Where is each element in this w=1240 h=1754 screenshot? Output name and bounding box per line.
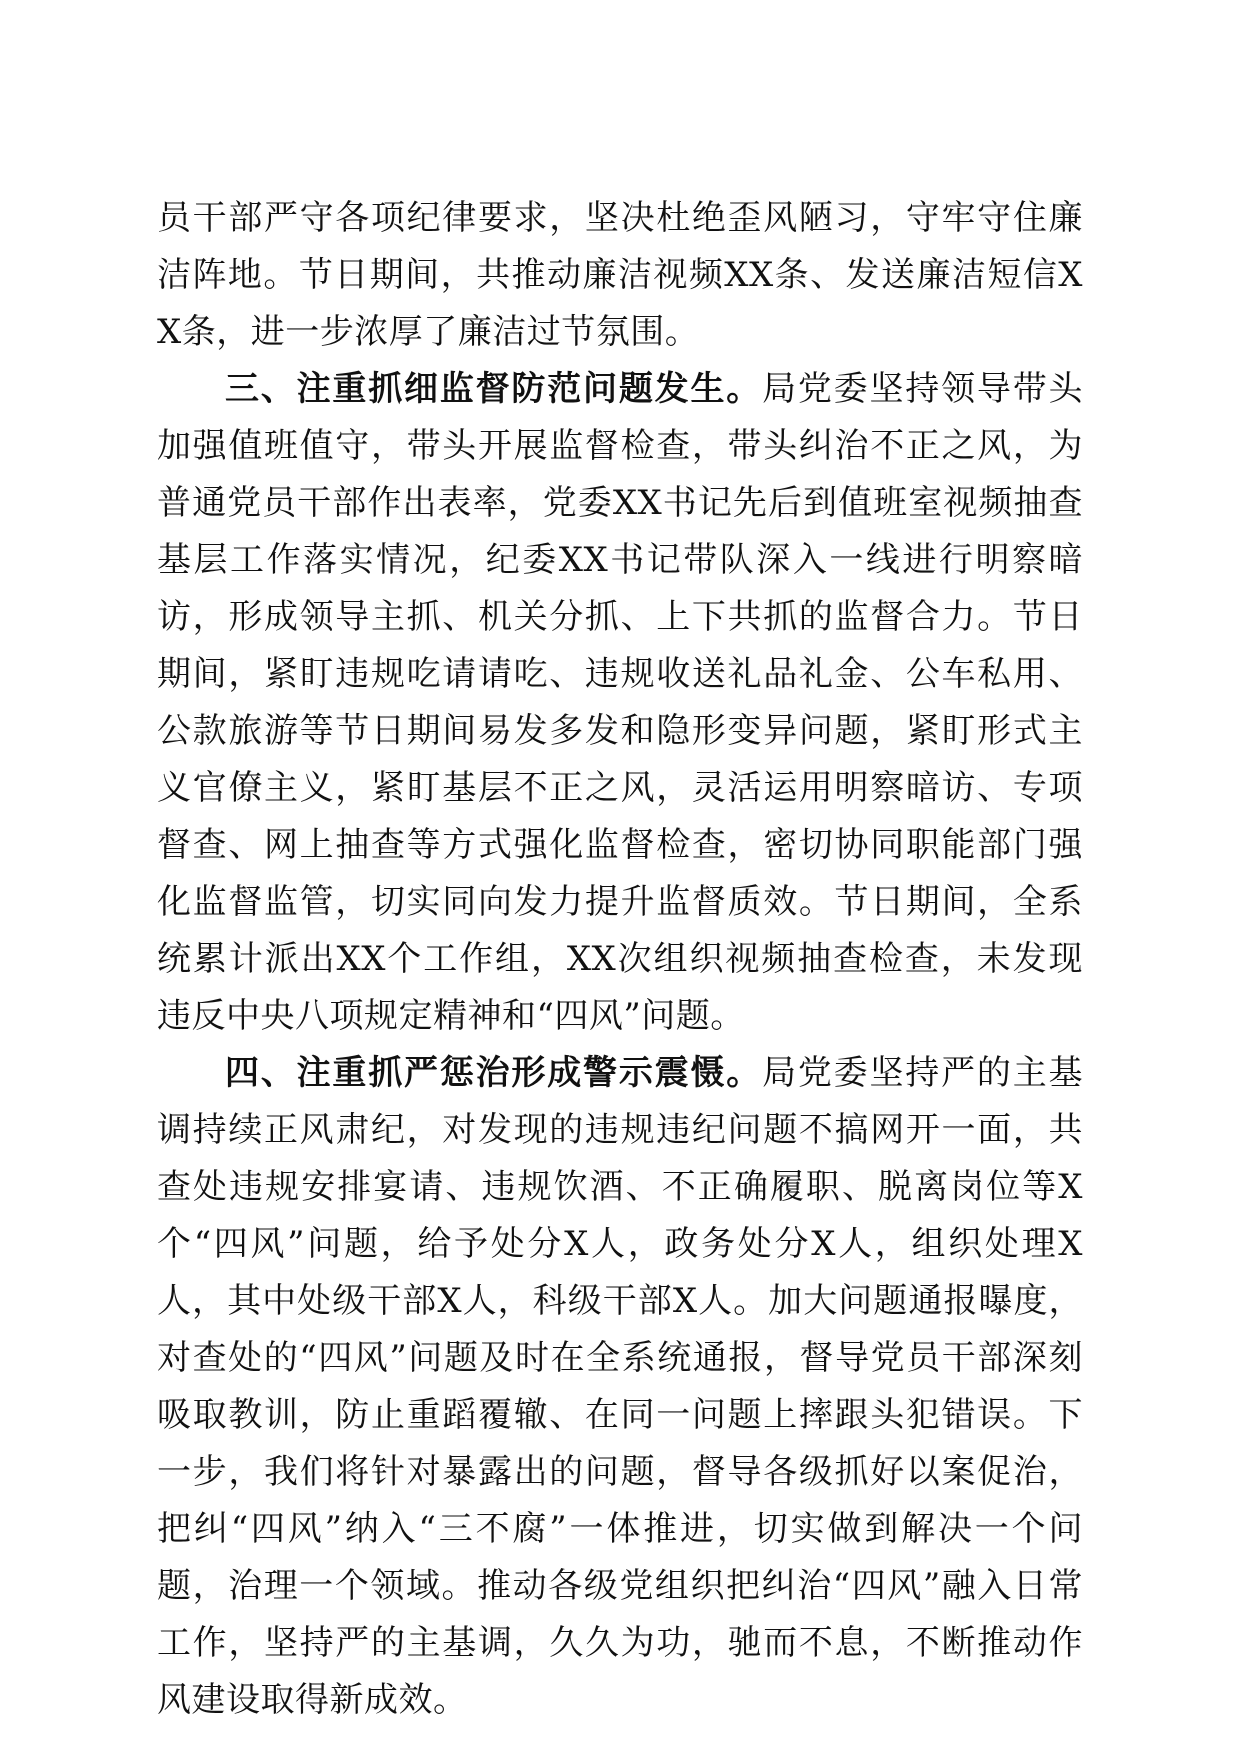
paragraph-text: 员干部严守各项纪律要求，坚决杜绝歪风陋习，守牢守住廉洁阵地。节日期间，共推动廉洁视频XX条、发送廉洁短信XX条，进一步浓厚了廉洁过节氛围。	[157, 198, 1083, 352]
paragraph-section-four	[157, 1045, 1083, 1729]
paragraph-section-three	[157, 361, 1083, 1045]
document-page	[157, 190, 1083, 1729]
paragraph-continuation	[157, 190, 1083, 361]
paragraph-text: 局党委坚持严的主基调持续正风肃纪，对发现的违规违纪问题不搞网开一面，共查处违规安排宴请、违规饮酒、不正确履职、脱离岗位等X个“四风”问题，给予处分X人，政务处分X人，组织处理X人，其中处级干部X人，科级干部X人。加大问题通报曝度，对查处的“四风”问题及时在全系统通报，督导党员干部深刻吸取教训，防止重蹈覆辙、在同一问题上摔跟头犯错误。下一步，我们将针对暴露出的问题，督导各级抓好以案促治，把纠“四风”纳入“三不腐”一体推进，切实做到解决一个问题，治理一个领域。推动各级党组织把纠治“四风”融入日常工作，坚持严的主基调，久久为功，驰而不息，不断推动作风建设取得新成效。	[157, 1053, 1084, 1720]
section-heading: 四、注重抓严惩治形成警示震慑。	[225, 1053, 763, 1093]
section-heading: 三、注重抓细监督防范问题发生。	[225, 369, 763, 409]
paragraph-text: 局党委坚持领导带头加强值班值守，带头开展监督检查，带头纠治不正之风，为普通党员干部作出表率，党委XX书记先后到值班室视频抽查基层工作落实情况，纪委XX书记带队深入一线进行明察暗访，形成领导主抓、机关分抓、上下共抓的监督合力。节日期间，紧盯违规吃请请吃、违规收送礼品礼金、公车私用、公款旅游等节日期间易发多发和隐形变异问题，紧盯形式主义官僚主义，紧盯基层不正之风，灵活运用明察暗访、专项督查、网上抽查等方式强化监督检查，密切协同职能部门强化监督监管，切实同向发力提升监督质效。节日期间，全系统累计派出XX个工作组，XX次组织视频抽查检查，未发现违反中央八项规定精神和“四风”问题。	[157, 369, 1084, 1036]
